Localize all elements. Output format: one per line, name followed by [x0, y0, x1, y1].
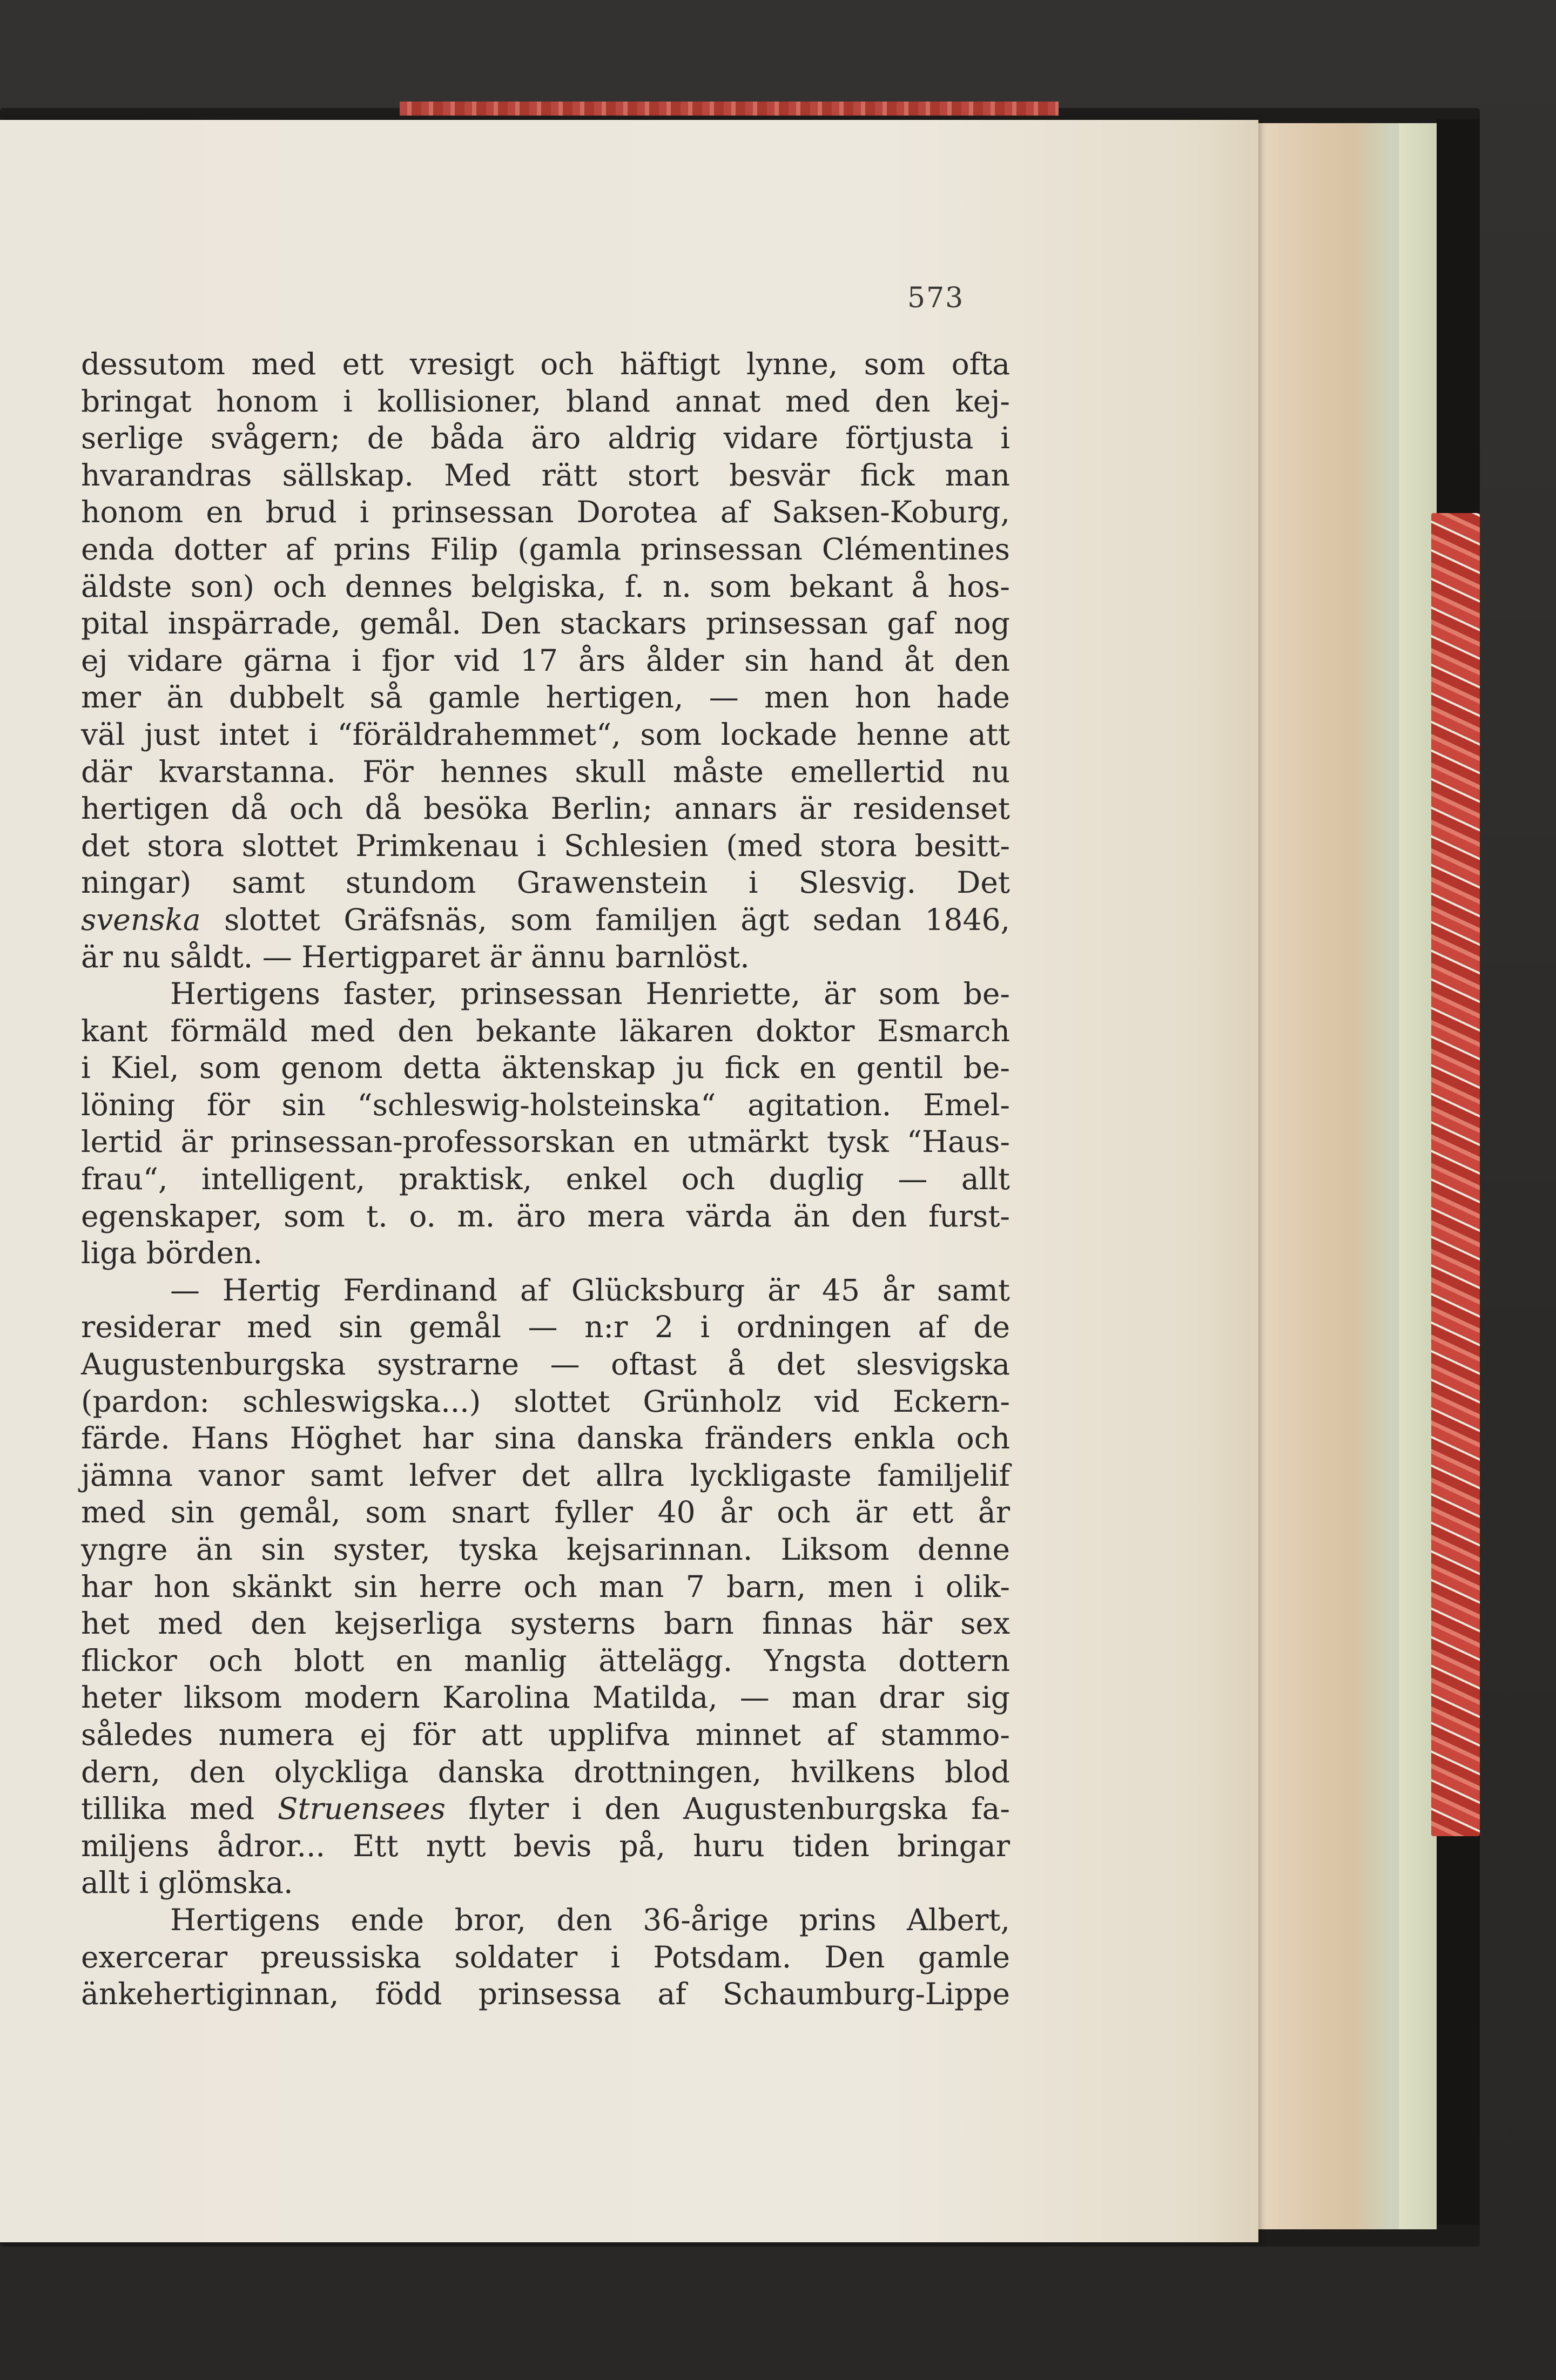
text-line: det stora slottet Primkenau i Schlesien (med stora besitt-	[81, 828, 1010, 863]
text-line: miljens ådror... Ett nytt bevis på, huru tiden bringar	[81, 1828, 1010, 1863]
text-line: således numera ej för att upplifva minnet af stammo-	[81, 1717, 1010, 1752]
text-line: Hertigens faster, prinsessan Henriette, är som be-	[170, 976, 1010, 1012]
text-line: änkehertiginnan, född prinsessa af Schaumburg-Lippe	[81, 1977, 1010, 2012]
text-line: ej vidare gärna i fjor vid 17 års ålder sin hand åt den	[81, 643, 1010, 678]
text-line: lertid är prinsessan-professorskan en utmärkt tysk “Haus-	[81, 1124, 1010, 1159]
text-line	[81, 901, 1010, 939]
text-line: äldste son) och dennes belgiska, f. n. som bekant å hos-	[81, 569, 1010, 604]
text-line: pital inspärrade, gemål. Den stackars prinsessan gaf nog	[81, 606, 1010, 641]
italic-segment: svenska	[81, 902, 201, 937]
text-line: (pardon: schleswigska...) slottet Grünholz vid Eckern-	[81, 1384, 1010, 1419]
text-line: med sin gemål, som snart fyller 40 år och är ett år	[81, 1495, 1010, 1530]
text-line: är nu såldt. — Hertigparet är ännu barnlöst.	[81, 939, 750, 974]
text-line: Hertigens ende bror, den 36-årige prins Albert,	[170, 1902, 1010, 1937]
text-line: liga börden.	[81, 1236, 262, 1271]
text-line-segment: slottet Gräfsnäs, som familjen ägt sedan 1846,	[200, 902, 1010, 937]
text-line: honom en brud i prinsessan Dorotea af Saksen-Koburg,	[81, 495, 1010, 530]
text-line: väl just intet i “föräldrahemmet“, som lockade henne att	[81, 717, 1010, 752]
text-line: hvarandras sällskap. Med rätt stort besvär fick man	[81, 457, 1010, 493]
marbled-edge-top	[400, 102, 1059, 116]
text-line: serlige svågern; de båda äro aldrig vidare förtjusta i	[81, 421, 1010, 456]
text-line: ningar) samt stundom Grawenstein i Slesvig. Det	[81, 865, 1010, 900]
text-line: hertigen då och då besöka Berlin; annars är residenset	[81, 791, 1010, 826]
text-line: het med den kejserliga systerns barn finnas här sex	[81, 1606, 1010, 1641]
text-line: enda dotter af prins Filip (gamla prinsessan Clémentines	[81, 531, 1010, 567]
text-line: residerar med sin gemål — n:r 2 i ordningen af de	[81, 1310, 1010, 1345]
text-line: exercerar preussiska soldater i Potsdam. Den gamle	[81, 1939, 1010, 1974]
text-line: löning för sin “schleswig-holsteinska“ agitation. Emel-	[81, 1087, 1010, 1122]
page-number: 573	[907, 282, 965, 314]
text-line	[81, 1790, 1010, 1828]
text-line: — Hertig Ferdinand af Glücksburg är 45 år samt	[170, 1272, 1010, 1307]
text-line: färde. Hans Höghet har sina danska fränders enkla och	[81, 1421, 1010, 1456]
text-line-segment: tillika med	[81, 1791, 278, 1826]
text-line: egenskaper, som t. o. m. äro mera värda än den furst-	[81, 1198, 1010, 1233]
body-text	[81, 346, 1010, 2013]
text-line: flickor och blott en manlig ättelägg. Yngsta dottern	[81, 1643, 1010, 1678]
text-line: yngre än sin syster, tyska kejsarinnan. Liksom denne	[81, 1532, 1010, 1567]
text-line: mer än dubbelt så gamle hertigen, — men hon hade	[81, 680, 1010, 715]
text-line: där kvarstanna. För hennes skull måste emellertid nu	[81, 754, 1010, 789]
text-line: heter liksom modern Karolina Matilda, — man drar sig	[81, 1680, 1010, 1715]
text-line-segment: flyter i den Augustenburgska fa-	[445, 1791, 1011, 1826]
marbled-spine-edge	[1431, 513, 1480, 1836]
text-line: Augustenburgska systrarne — oftast å det slesvigska	[81, 1347, 1010, 1382]
text-line: dessutom med ett vresigt och häftigt lynne, som ofta	[81, 347, 1010, 381]
text-line: i Kiel, som genom detta äktenskap ju fick en gentil be-	[81, 1050, 1010, 1086]
italic-segment: Struensees	[277, 1791, 446, 1826]
text-line: dern, den olyckliga danska drottningen, hvilkens blod	[81, 1754, 1010, 1789]
text-line: kant förmäld med den bekante läkaren doktor Esmarch	[81, 1013, 1010, 1048]
text-line: allt i glömska.	[81, 1865, 293, 1900]
text-line: frau“, intelligent, praktisk, enkel och duglig — allt	[81, 1162, 1010, 1197]
text-line: bringat honom i kollisioner, bland annat med den kej-	[81, 383, 1010, 419]
page-edges	[1253, 123, 1437, 2229]
text-line: jämna vanor samt lefver det allra lyckligaste familjelif	[81, 1458, 1010, 1493]
text-line: har hon skänkt sin herre och man 7 barn, men i olik-	[81, 1569, 1010, 1604]
